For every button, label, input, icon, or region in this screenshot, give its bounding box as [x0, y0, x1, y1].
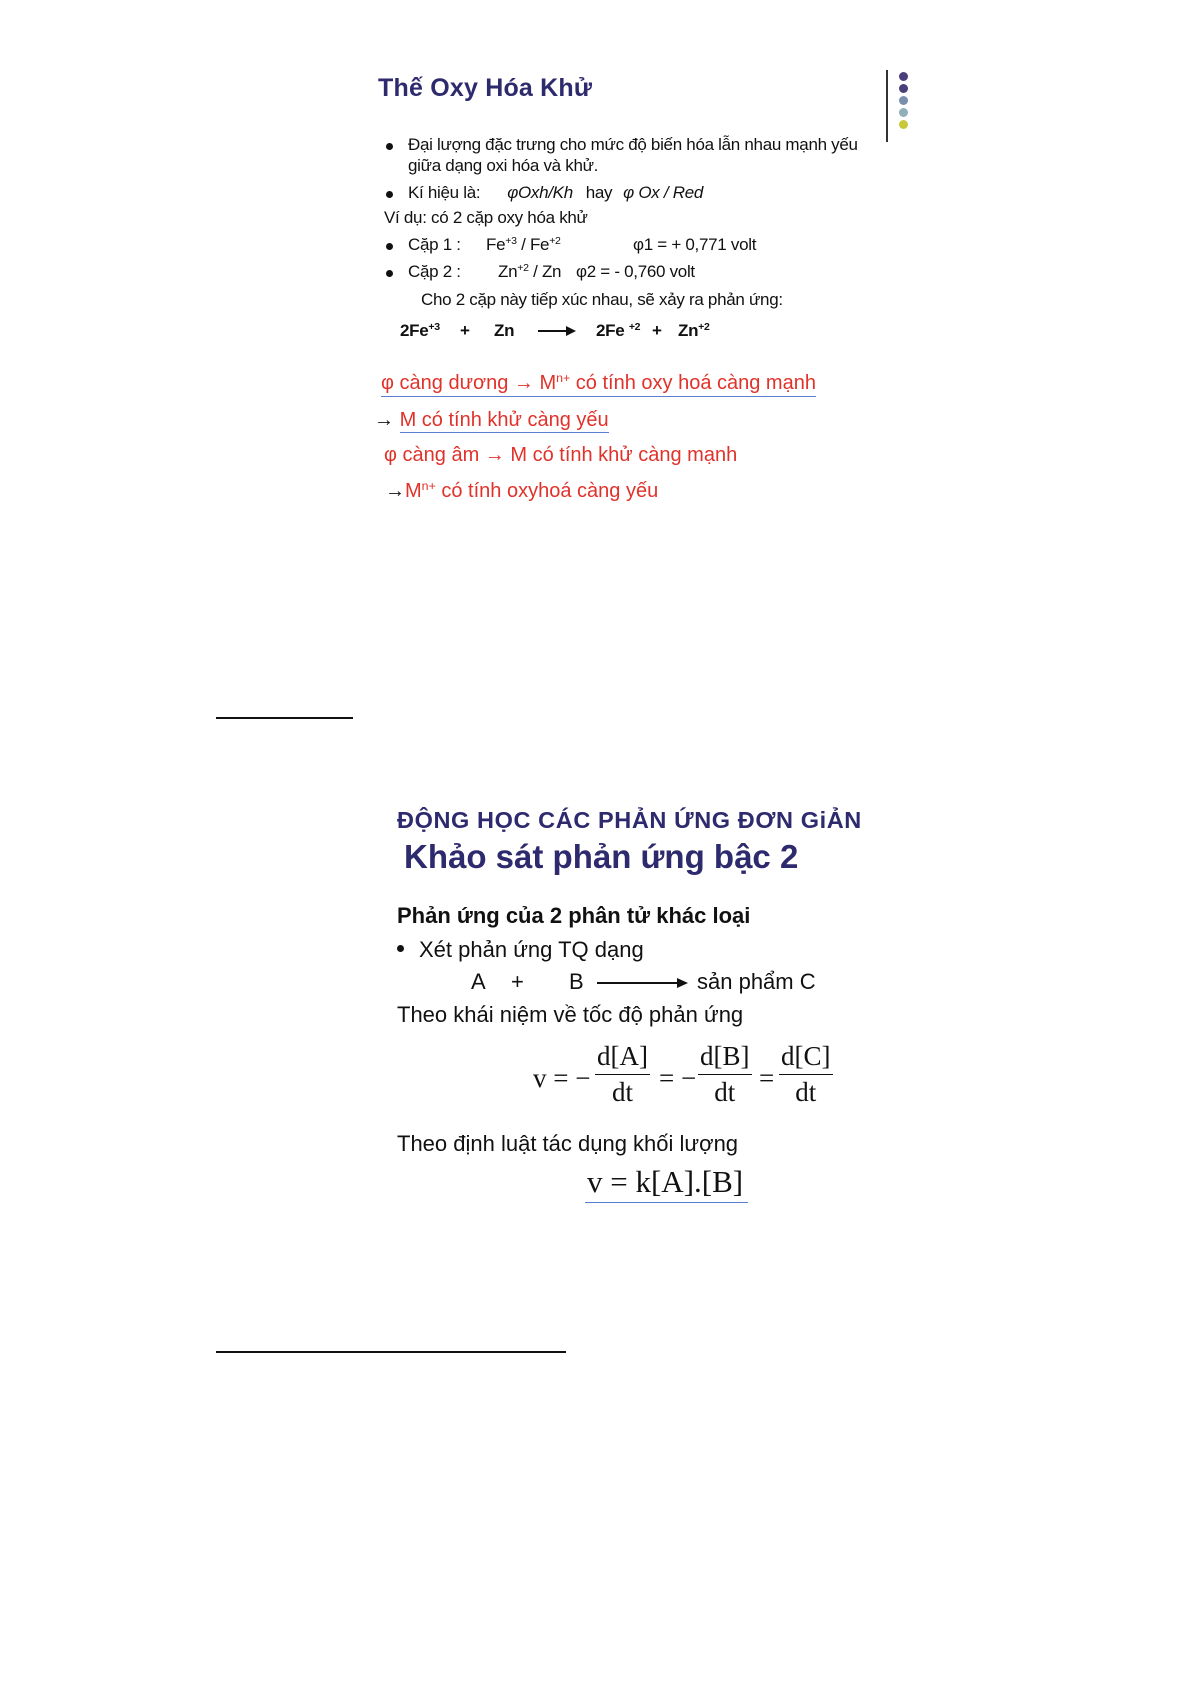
red-line-2: [374, 409, 609, 432]
product-zn2: $Zn^{+2}$: [678, 321, 710, 340]
frac-b: [698, 1041, 752, 1108]
pair1-value: φ1 = + 0,771 volt: [633, 235, 757, 254]
pair1-couple: $Fe^{+3} / Fe^{+2}$: [486, 235, 561, 254]
plus-1: +: [460, 321, 470, 340]
decor-dot: [899, 120, 908, 129]
reactant-b: B: [569, 969, 584, 994]
slide2-title: Khảo sát phản ứng bậc 2: [404, 838, 799, 875]
page-separator-1: [216, 717, 353, 719]
example-line: Ví dụ: có 2 cặp oxy hóa khử: [384, 208, 588, 227]
rate-equation: [533, 1041, 853, 1121]
red-line-2-arrow: →: [374, 409, 400, 431]
reaction-arrow: [538, 330, 568, 332]
eq1-eq2: = −: [659, 1063, 697, 1093]
red-line-1b: $M^{n+}$ có tính oxy hoá càng mạnh: [539, 371, 816, 394]
product-fe2: 2Fe $^{+2}$: [596, 321, 641, 340]
general-reaction: [471, 969, 851, 997]
bullet-symbol: [408, 183, 703, 203]
decor-dot: [899, 108, 908, 117]
red-line-3: [384, 444, 737, 467]
pair1-label: Cặp 1 :: [408, 235, 461, 254]
slide1-divider-line: [886, 70, 888, 142]
bullet-definition-line1: Đại lượng đặc trưng cho mức độ biến hóa lẫn nhau mạnh yếu: [408, 135, 858, 154]
general-reaction-arrowhead: [677, 978, 688, 988]
pair2-value: φ2 = - 0,760 volt: [576, 262, 695, 281]
slide2-bullet: Xét phản ứng TQ dạng: [419, 937, 644, 962]
pair2-label: Cặp 2 :: [408, 262, 461, 281]
frac-c-den: dt: [795, 1077, 817, 1107]
mass-action-equation: v = k[A].[B]: [585, 1164, 748, 1203]
frac-a: [595, 1041, 650, 1108]
red-line-4: $\to M^{n+}$ có tính oxyhoá càng yếu: [385, 479, 659, 502]
eq1-v: v = −: [533, 1063, 591, 1093]
reaction-arrowhead: [566, 326, 576, 336]
slide1-title: Thế Oxy Hóa Khử: [378, 74, 593, 102]
symbol-hay: hay: [585, 183, 613, 202]
symbol-oxh-kh: φOxh/Kh: [507, 183, 573, 202]
page-separator-2: [216, 1351, 566, 1353]
reactant-fe3: $2Fe^{+3}$: [400, 321, 440, 340]
contact-text: Cho 2 cặp này tiếp xúc nhau, sẽ xảy ra phản ứng:: [421, 290, 783, 309]
symbol-ox-red: φ Ox / Red: [623, 183, 704, 202]
frac-a-num: d[A]: [595, 1041, 650, 1075]
frac-c: [779, 1041, 833, 1108]
rate-concept-line: Theo khái niệm về tốc độ phản ứng: [397, 1002, 744, 1027]
general-reaction-arrow: [597, 982, 679, 984]
reaction-plus: +: [511, 969, 524, 994]
decor-dot: [899, 84, 908, 93]
pair1-line: [408, 235, 757, 255]
red-line-1: [381, 372, 816, 397]
slide2-heading: ĐỘNG HỌC CÁC PHẢN ỨNG ĐƠN GiẢN: [397, 807, 862, 833]
product-c: sản phẩm C: [697, 969, 816, 994]
redox-reaction: [400, 321, 730, 343]
red-line-1a: φ càng dương →: [381, 372, 540, 394]
frac-c-num: d[C]: [779, 1041, 833, 1075]
decor-dot: [899, 72, 908, 81]
slide2-subtitle: Phản ứng của 2 phân tử khác loại: [397, 903, 751, 928]
bullet-definition-line2: giữa dạng oxi hóa và khử.: [408, 156, 599, 175]
eq1-eq3: =: [759, 1063, 775, 1093]
frac-b-num: d[B]: [698, 1041, 752, 1075]
pair2-couple: $Zn^{+2}$ / Zn: [498, 262, 562, 281]
pair2-line: [408, 262, 695, 282]
reactant-zn: Zn: [494, 321, 515, 340]
plus-2: +: [652, 321, 662, 340]
red-line-3b: M có tính khử càng mạnh: [510, 444, 738, 466]
red-line-3a: φ càng âm →: [384, 444, 511, 466]
red-line-2-text: M có tính khử càng yếu: [399, 409, 609, 431]
symbol-label: Kí hiệu là:: [408, 183, 481, 202]
mass-action-line: Theo định luật tác dụng khối lượng: [397, 1131, 739, 1156]
frac-b-den: dt: [714, 1077, 736, 1107]
decor-dot: [899, 96, 908, 105]
frac-a-den: dt: [611, 1077, 633, 1107]
reactant-a: A: [471, 969, 486, 994]
